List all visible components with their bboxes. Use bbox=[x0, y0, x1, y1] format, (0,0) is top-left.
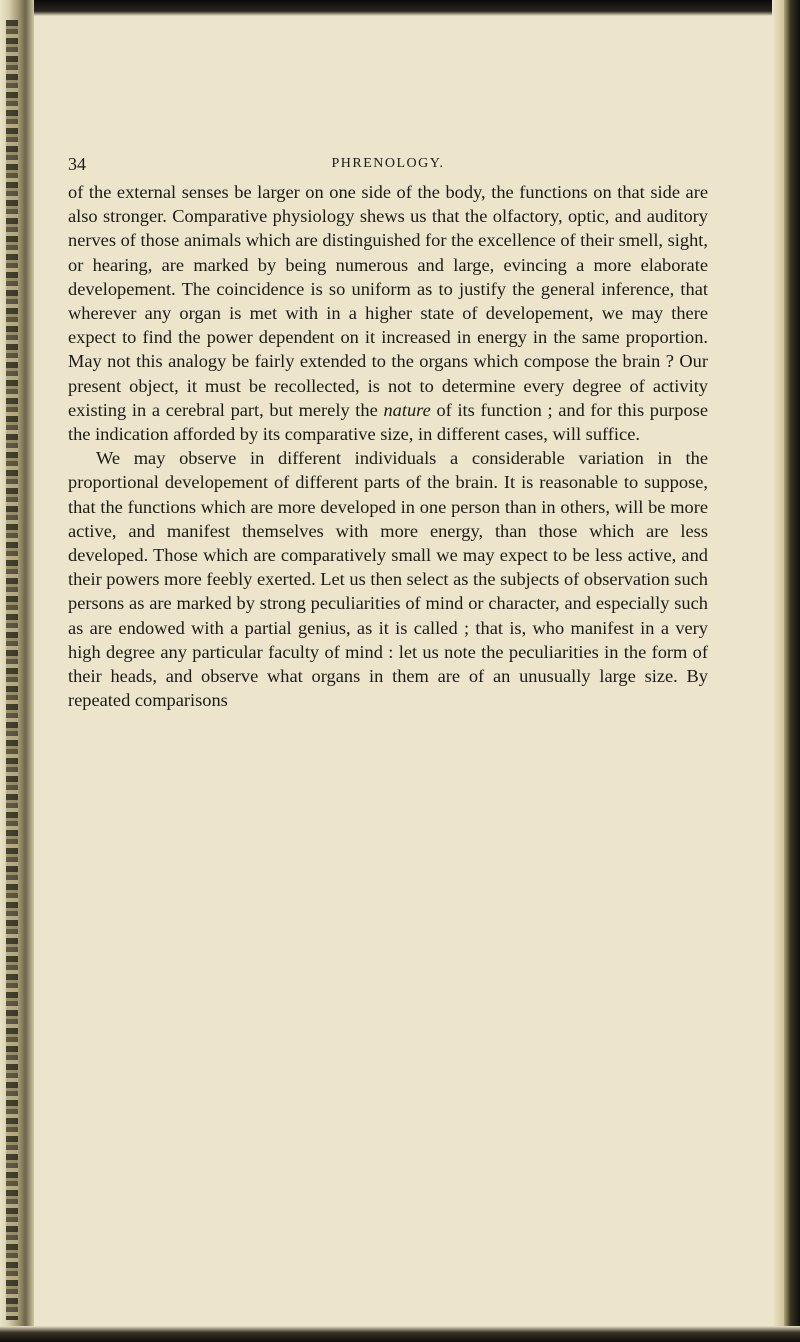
page-bottom-edge bbox=[0, 1326, 800, 1342]
page-right-edge bbox=[784, 0, 800, 1342]
page-top-edge bbox=[0, 0, 800, 16]
page-number: 34 bbox=[68, 154, 86, 174]
paragraph-2: We may observe in different individuals a considerable variation in the proportional developement of different parts of the brain. It is reasonable to suppose, that the functions which are more developed in one person than in others, will be more active, and manifest themselves with more energy, than those which are less developed. Those which are comparatively small we may expect to be less active, and their powers more feebly exerted. Let us then select as the subjects of observation such persons as are marked by strong peculiarities of mind or character, and especially such as are endowed with a partial genius, as it is called ; that is, who manifest in a very high degree any particular faculty of mind : let us note the peculiarities in the form of their heads, and observe what organs in them are of an unusually large size. By repeated comparisons bbox=[68, 448, 708, 711]
running-title: PHRENOLOGY. bbox=[331, 156, 445, 171]
page-right-shadow bbox=[772, 0, 784, 1342]
book-binding-gutter bbox=[0, 0, 34, 1342]
paragraph-1-text-after: of its function ; and for this purpose the indication afforded by its comparative size, in different cases, will suffice. bbox=[68, 399, 709, 445]
body-text bbox=[68, 180, 708, 712]
binding-stitching bbox=[6, 20, 18, 1320]
paragraph-1-emphasis: nature bbox=[383, 399, 431, 420]
page-header bbox=[68, 150, 708, 180]
book-page bbox=[68, 150, 708, 712]
paragraph-1-text-before: of the external senses be larger on one side of the body, the functions on that side are also stronger. Comparative physiology shews us that the olfactory, optic, and auditory nerves of those animals which are distinguished for the excellence of their smell, sight, or hearing, are marked by being numerous and large, evincing a more elaborate developement. The coincidence is so uniform as to justify the general inference, that wherever any organ is met with in a higher state of developement, we may there expect to find the power dependent on it increased in energy in the same proportion. May not this analogy be fairly extended to the organs which compose the brain ? Our present object, it must be recollected, is not to determine every degree of activity existing in a cerebral part, but merely the bbox=[68, 182, 708, 420]
paragraph-1 bbox=[68, 180, 708, 446]
